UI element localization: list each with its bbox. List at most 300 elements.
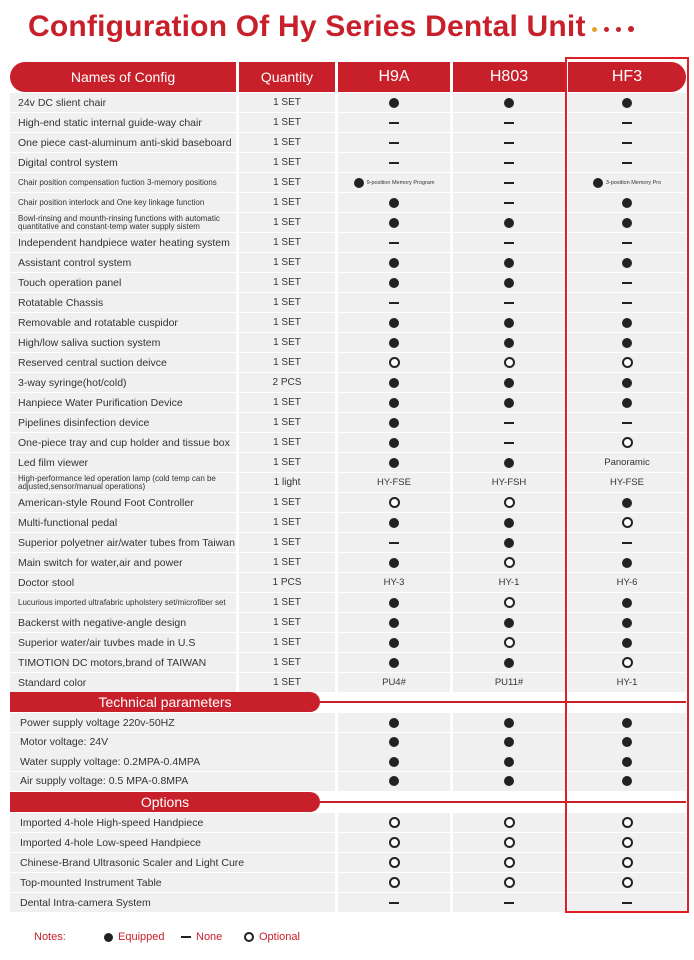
row-quantity: 1 SET — [239, 633, 335, 652]
row-value-h9a — [338, 593, 450, 612]
row-name: Doctor stool — [10, 573, 236, 592]
row-name: Removable and rotatable cuspidor — [10, 313, 236, 332]
row-value-h803 — [453, 413, 565, 432]
equipped-cell — [389, 98, 399, 108]
row-name: High-performance led operation lamp (cold temp can be adjusted,sensor/manual operations) — [10, 473, 236, 492]
row-value-h9a — [338, 813, 450, 832]
equipped-cell — [389, 198, 399, 208]
row-value-h9a — [338, 853, 450, 872]
row-value-h9a — [338, 333, 450, 352]
equipped-cell — [389, 558, 399, 568]
optional-cell — [504, 597, 515, 608]
row-name: Power supply voltage 220v-50HZ — [10, 713, 335, 732]
equipped-cell — [504, 318, 514, 328]
optional-cell — [389, 817, 400, 828]
open-circle-icon — [504, 857, 515, 868]
row-value-h803 — [453, 673, 565, 692]
none-cell — [389, 242, 399, 244]
open-circle-icon — [504, 837, 515, 848]
cell-note: 3-position Memory Pro — [605, 179, 662, 186]
filled-circle-icon — [389, 418, 399, 428]
filled-circle-icon — [389, 398, 399, 408]
dash-icon — [504, 142, 514, 144]
none-cell — [504, 142, 514, 144]
optional-cell — [504, 877, 515, 888]
dash-icon — [504, 242, 514, 244]
decorative-dots — [592, 26, 634, 32]
optional-cell — [504, 357, 515, 368]
equipped-cell — [389, 258, 399, 268]
row-value-h9a — [338, 873, 450, 892]
equipped-cell — [389, 278, 399, 288]
open-circle-icon — [504, 877, 515, 888]
filled-circle-icon — [389, 278, 399, 288]
row-name: Imported 4-hole High-speed Handpiece — [10, 813, 335, 832]
row-value-h803 — [453, 133, 565, 152]
filled-circle-icon — [504, 398, 514, 408]
none-cell — [504, 202, 514, 204]
row-quantity: 1 SET — [239, 273, 335, 292]
row-value-h803 — [453, 813, 565, 832]
open-circle-icon — [389, 357, 400, 368]
row-quantity: 1 SET — [239, 513, 335, 532]
dash-icon — [504, 122, 514, 124]
open-circle-icon — [504, 637, 515, 648]
row-value-h9a — [338, 273, 450, 292]
row-value-h803 — [453, 173, 565, 192]
filled-circle-icon — [389, 757, 399, 767]
filled-circle-icon — [504, 458, 514, 468]
row-name: Backerst with negative-angle design — [10, 613, 236, 632]
row-quantity: 1 SET — [239, 193, 335, 212]
header-model-h9a: H9A — [338, 62, 450, 92]
row-quantity: 1 SET — [239, 173, 335, 192]
optional-cell — [389, 837, 400, 848]
row-value-h9a — [338, 833, 450, 852]
none-cell — [504, 442, 514, 444]
optional-cell — [389, 357, 400, 368]
legend-label: None — [196, 931, 223, 943]
row-value-h803 — [453, 593, 565, 612]
dash-icon — [389, 542, 399, 544]
row-quantity: 1 SET — [239, 613, 335, 632]
equipped-cell — [389, 378, 399, 388]
row-value-h9a — [338, 893, 450, 912]
row-name: Standard color — [10, 673, 236, 692]
row-name: Chinese-Brand Ultrasonic Scaler and Light Cure — [10, 853, 335, 872]
row-value-h9a — [338, 453, 450, 472]
row-name: Chair position interlock and One key linkage function — [10, 193, 236, 212]
legend-title: Notes: — [34, 931, 66, 943]
text-cell: HY-1 — [616, 677, 638, 688]
row-value-h9a — [338, 373, 450, 392]
row-name: Assistant control system — [10, 253, 236, 272]
filled-circle-icon — [504, 718, 514, 728]
none-cell — [389, 902, 399, 904]
dot-icon — [628, 26, 634, 32]
optional-cell — [504, 557, 515, 568]
row-name: Led film viewer — [10, 453, 236, 472]
equipped-cell — [504, 538, 514, 548]
row-quantity: 1 SET — [239, 313, 335, 332]
row-quantity: 2 PCS — [239, 373, 335, 392]
filled-circle-icon — [504, 776, 514, 786]
row-value-h803 — [453, 533, 565, 552]
row-value-h9a — [338, 153, 450, 172]
row-quantity: 1 SET — [239, 493, 335, 512]
row-quantity: 1 SET — [239, 333, 335, 352]
legend-label: Optional — [259, 931, 300, 943]
row-name: Rotatable Chassis — [10, 293, 236, 312]
text-cell: HY-FSE — [377, 477, 411, 488]
row-quantity: 1 SET — [239, 433, 335, 452]
equipped-cell — [389, 338, 399, 348]
equipped-cell — [504, 218, 514, 228]
legend — [34, 931, 674, 947]
row-value-h803 — [453, 473, 565, 492]
row-value-h9a — [338, 513, 450, 532]
optional-cell — [389, 877, 400, 888]
none-cell — [504, 122, 514, 124]
none-cell — [389, 122, 399, 124]
row-quantity: 1 SET — [239, 673, 335, 692]
equipped-cell — [354, 178, 435, 188]
open-circle-icon — [504, 557, 515, 568]
equipped-cell — [504, 458, 514, 468]
row-name: TIMOTION DC motors,brand of TAIWAN — [10, 653, 236, 672]
page-title: Configuration Of Hy Series Dental Unit — [28, 10, 586, 43]
row-quantity: 1 SET — [239, 453, 335, 472]
equipped-cell — [389, 438, 399, 448]
row-name: American-style Round Foot Controller — [10, 493, 236, 512]
optional-cell — [504, 497, 515, 508]
header-model-hf3: HF3 — [568, 62, 686, 92]
equipped-cell — [389, 658, 399, 668]
row-name: Main switch for water,air and power — [10, 553, 236, 572]
row-value-h9a — [338, 293, 450, 312]
open-circle-icon — [389, 497, 400, 508]
open-circle-icon — [389, 837, 400, 848]
row-value-h9a — [338, 733, 450, 752]
row-quantity: 1 SET — [239, 413, 335, 432]
row-value-h803 — [453, 613, 565, 632]
row-value-h803 — [453, 453, 565, 472]
row-name: Pipelines disinfection device — [10, 413, 236, 432]
row-value-h9a — [338, 473, 450, 492]
filled-circle-icon — [389, 438, 399, 448]
row-value-h9a — [338, 393, 450, 412]
row-quantity: 1 SET — [239, 393, 335, 412]
filled-circle-icon — [389, 618, 399, 628]
filled-circle-icon — [389, 776, 399, 786]
row-value-h9a — [338, 413, 450, 432]
legend-none — [181, 931, 222, 943]
none-cell — [389, 542, 399, 544]
row-value-h803 — [453, 633, 565, 652]
row-value-h803 — [453, 713, 565, 732]
hf3-highlight-box — [565, 57, 689, 913]
row-quantity: 1 SET — [239, 553, 335, 572]
equipped-cell — [504, 737, 514, 747]
filled-circle-icon — [389, 378, 399, 388]
equipped-cell — [389, 638, 399, 648]
none-cell — [389, 302, 399, 304]
none-cell — [504, 242, 514, 244]
dash-icon — [504, 302, 514, 304]
open-circle-icon — [504, 497, 515, 508]
dash-icon — [389, 122, 399, 124]
row-name: Motor voltage: 24V — [10, 733, 335, 752]
row-value-h803 — [453, 833, 565, 852]
filled-circle-icon — [389, 458, 399, 468]
dot-icon — [604, 27, 609, 32]
open-circle-icon — [504, 357, 515, 368]
filled-circle-icon — [389, 318, 399, 328]
row-name: Bowl-rinsing and mounth-rinsing functions with automatic quantitative and constant-temp water supply sistem — [10, 213, 236, 232]
equipped-cell — [389, 718, 399, 728]
header-names: Names of Config — [10, 62, 236, 92]
filled-circle-icon — [504, 658, 514, 668]
filled-circle-icon — [389, 218, 399, 228]
filled-circle-icon — [389, 338, 399, 348]
row-value-h9a — [338, 133, 450, 152]
dash-icon — [504, 902, 514, 904]
optional-cell — [389, 497, 400, 508]
equipped-cell — [389, 598, 399, 608]
row-name: Lucurious imported ultrafabric upholstery set/microfiber set — [10, 593, 236, 612]
row-quantity: 1 SET — [239, 213, 335, 232]
row-value-h9a — [338, 613, 450, 632]
filled-circle-icon — [354, 178, 364, 188]
row-quantity: 1 SET — [239, 533, 335, 552]
section-title: Options — [10, 792, 320, 812]
equipped-cell — [389, 518, 399, 528]
row-value-h9a — [338, 493, 450, 512]
row-quantity: 1 PCS — [239, 573, 335, 592]
row-quantity: 1 SET — [239, 653, 335, 672]
row-value-h9a — [338, 233, 450, 252]
equipped-cell — [389, 218, 399, 228]
equipped-cell — [504, 776, 514, 786]
row-name: One piece cast-aluminum anti-skid baseboard — [10, 133, 236, 152]
filled-circle-icon — [389, 638, 399, 648]
filled-circle-icon — [389, 98, 399, 108]
row-name: Water supply voltage: 0.2MPA-0.4MPA — [10, 752, 335, 771]
filled-circle-icon — [504, 378, 514, 388]
row-value-h803 — [453, 653, 565, 672]
row-quantity: 1 SET — [239, 593, 335, 612]
none-cell — [389, 162, 399, 164]
filled-circle-icon — [389, 737, 399, 747]
equipped-cell — [389, 458, 399, 468]
row-value-h9a — [338, 213, 450, 232]
filled-circle-icon — [389, 598, 399, 608]
row-value-h803 — [453, 373, 565, 392]
row-value-h9a — [338, 193, 450, 212]
row-value-h803 — [453, 113, 565, 132]
text-cell: HY-1 — [498, 577, 520, 588]
filled-circle-icon — [504, 338, 514, 348]
none-cell — [504, 302, 514, 304]
row-value-h9a — [338, 713, 450, 732]
row-quantity: 1 SET — [239, 93, 335, 112]
equipped-cell — [504, 278, 514, 288]
legend-equipped — [104, 931, 165, 943]
equipped-cell — [389, 398, 399, 408]
text-cell: HY-FSE — [610, 477, 644, 488]
equipped-cell — [504, 98, 514, 108]
dash-icon — [389, 142, 399, 144]
filled-circle-icon — [504, 757, 514, 767]
row-value-h803 — [453, 493, 565, 512]
dash-icon — [504, 162, 514, 164]
dash-icon — [504, 442, 514, 444]
row-name: Reserved central suction deivce — [10, 353, 236, 372]
cell-note: 9-position Memory Program — [366, 179, 435, 186]
filled-circle-icon — [389, 558, 399, 568]
filled-circle-icon — [504, 318, 514, 328]
equipped-cell — [504, 338, 514, 348]
open-circle-icon — [504, 597, 515, 608]
text-cell: HY-6 — [616, 577, 638, 588]
row-value-h803 — [453, 233, 565, 252]
dot-icon — [592, 27, 597, 32]
row-value-h9a — [338, 313, 450, 332]
row-value-h803 — [453, 733, 565, 752]
filled-circle-icon — [389, 258, 399, 268]
row-name: Superior polyetner air/water tubes from Taiwan — [10, 533, 236, 552]
dash-icon — [389, 902, 399, 904]
header-model-h803: H803 — [453, 62, 565, 92]
equipped-cell — [389, 737, 399, 747]
none-cell — [389, 142, 399, 144]
optional-cell — [504, 637, 515, 648]
open-circle-icon — [244, 932, 254, 942]
row-value-h803 — [453, 853, 565, 872]
equipped-cell — [504, 378, 514, 388]
row-quantity: 1 SET — [239, 133, 335, 152]
filled-circle-icon — [504, 538, 514, 548]
dash-icon — [504, 182, 514, 184]
row-name: Top-mounted Instrument Table — [10, 873, 335, 892]
equipped-cell — [389, 776, 399, 786]
row-value-h9a — [338, 433, 450, 452]
row-value-h9a — [338, 553, 450, 572]
row-name: Digital control system — [10, 153, 236, 172]
row-value-h9a — [338, 772, 450, 791]
none-cell — [504, 902, 514, 904]
row-value-h803 — [453, 213, 565, 232]
row-quantity: 1 SET — [239, 113, 335, 132]
equipped-cell — [504, 518, 514, 528]
row-value-h803 — [453, 553, 565, 572]
row-value-h803 — [453, 573, 565, 592]
row-quantity: 1 light — [239, 473, 335, 492]
row-value-h803 — [453, 253, 565, 272]
row-value-h803 — [453, 313, 565, 332]
row-value-h803 — [453, 393, 565, 412]
text-cell: HY-FSH — [491, 477, 527, 488]
row-value-h9a — [338, 573, 450, 592]
filled-circle-icon — [389, 198, 399, 208]
equipped-cell — [389, 757, 399, 767]
filled-circle-icon — [504, 518, 514, 528]
row-name: One-piece tray and cup holder and tissue box — [10, 433, 236, 452]
optional-cell — [504, 857, 515, 868]
row-value-h803 — [453, 752, 565, 771]
row-quantity: 1 SET — [239, 153, 335, 172]
row-value-h9a — [338, 173, 450, 192]
open-circle-icon — [389, 877, 400, 888]
equipped-cell — [389, 618, 399, 628]
text-cell: Panoramic — [604, 457, 650, 468]
row-name: High/low saliva suction system — [10, 333, 236, 352]
row-name: Independent handpiece water heating system — [10, 233, 236, 252]
open-circle-icon — [504, 817, 515, 828]
dash-icon — [389, 242, 399, 244]
row-name: Touch operation panel — [10, 273, 236, 292]
filled-circle-icon — [504, 98, 514, 108]
row-value-h803 — [453, 153, 565, 172]
dash-icon — [504, 202, 514, 204]
legend-optional — [244, 931, 300, 943]
row-name: Chair position compensation fuction 3-memory positions — [10, 173, 236, 192]
row-name: 3-way syringe(hot/cold) — [10, 373, 236, 392]
row-quantity: 1 SET — [239, 353, 335, 372]
row-name: High-end static internal guide-way chair — [10, 113, 236, 132]
row-name: Hanpiece Water Purification Device — [10, 393, 236, 412]
row-value-h9a — [338, 113, 450, 132]
equipped-cell — [504, 618, 514, 628]
filled-circle-icon — [504, 737, 514, 747]
equipped-cell — [389, 418, 399, 428]
row-value-h9a — [338, 633, 450, 652]
none-cell — [504, 162, 514, 164]
equipped-cell — [504, 718, 514, 728]
row-name: Air supply voltage: 0.5 MPA-0.8MPA — [10, 772, 335, 791]
row-value-h803 — [453, 193, 565, 212]
optional-cell — [389, 857, 400, 868]
row-value-h9a — [338, 533, 450, 552]
row-value-h9a — [338, 93, 450, 112]
row-value-h803 — [453, 433, 565, 452]
none-cell — [504, 422, 514, 424]
dash-icon — [389, 302, 399, 304]
row-name: Multi-functional pedal — [10, 513, 236, 532]
row-name: 24v DC slient chair — [10, 93, 236, 112]
text-cell: PU4# — [382, 677, 406, 688]
open-circle-icon — [389, 857, 400, 868]
filled-circle-icon — [504, 278, 514, 288]
text-cell: PU11# — [494, 677, 524, 688]
filled-circle-icon — [504, 218, 514, 228]
row-value-h803 — [453, 293, 565, 312]
row-quantity: 1 SET — [239, 253, 335, 272]
row-value-h803 — [453, 333, 565, 352]
dash-icon — [181, 936, 191, 938]
section-title: Technical parameters — [10, 692, 320, 712]
row-value-h9a — [338, 253, 450, 272]
filled-circle-icon — [504, 258, 514, 268]
optional-cell — [504, 817, 515, 828]
filled-circle-icon — [389, 658, 399, 668]
equipped-cell — [504, 757, 514, 767]
row-name: Imported 4-hole Low-speed Handpiece — [10, 833, 335, 852]
optional-cell — [504, 837, 515, 848]
row-value-h803 — [453, 873, 565, 892]
equipped-cell — [504, 658, 514, 668]
row-value-h803 — [453, 772, 565, 791]
